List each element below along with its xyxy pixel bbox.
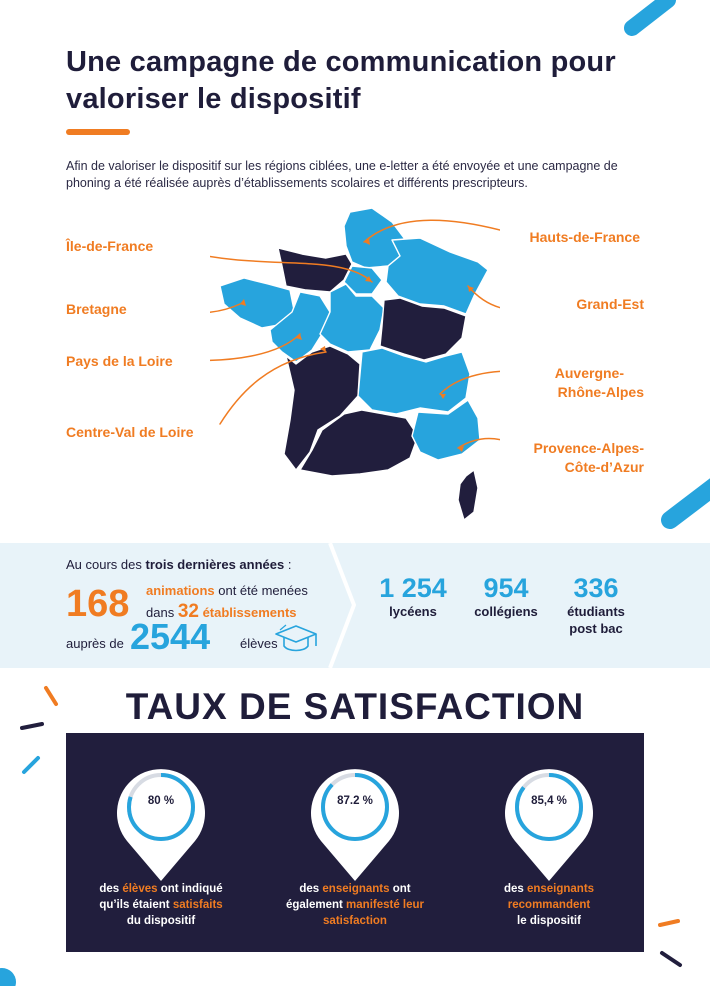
etudiants-label-line2: post bac <box>569 621 623 636</box>
animations-count: 168 <box>66 583 130 625</box>
label-grand-est: Grand-Est <box>576 296 644 312</box>
etudiants-label-line1: étudiants <box>567 604 625 619</box>
band-divider-chevron <box>328 543 358 668</box>
label-paca-line2: Côte-d’Azur <box>564 459 644 475</box>
france-regions-map <box>210 200 500 530</box>
caption-enseignants-2: des enseignants recommandent le dispositif <box>503 883 595 927</box>
etudiants-count: 336 <box>573 573 619 603</box>
label-hauts-de-france: Hauts-de-France <box>529 229 640 245</box>
aupres-de-text: auprès de <box>66 636 124 651</box>
satisfaction-pin-enseignants-1 <box>307 765 403 883</box>
caption-eleves: des élèves ont indiqué qu’ils étaient satisfaits du dispositif <box>99 883 223 927</box>
colleges-count: 954 <box>483 573 529 603</box>
right-mid-decoration <box>650 460 710 550</box>
caption-enseignants-1: des enseignants ont également manifesté leur satisfaction <box>285 883 425 927</box>
graduation-cap-icon <box>272 622 318 656</box>
gauge-value-enseignants-2: 85,4 % <box>531 795 567 807</box>
region-hauts-de-france <box>344 208 404 268</box>
label-auvergne-line1: Auvergne- <box>554 365 624 381</box>
lycees-label: lycéens <box>389 604 437 619</box>
label-bretagne: Bretagne <box>66 301 127 317</box>
animations-line: animations ont été menées <box>146 583 308 598</box>
lycees-count: 1 254 <box>379 573 447 603</box>
satisfaction-pin-enseignants-2 <box>501 765 597 883</box>
title-underline <box>66 129 130 135</box>
bottom-right-confetti-decoration <box>640 905 710 986</box>
eleves-count: 2544 <box>130 616 211 657</box>
gauge-enseignants-1 <box>307 765 403 883</box>
region-centre-val-de-loire <box>320 284 384 352</box>
region-normandie <box>278 248 352 292</box>
gauge-value-eleves: 80 % <box>147 795 175 807</box>
bottom-left-decoration <box>0 960 30 986</box>
region-auvergne-rhone-alpes <box>358 348 470 414</box>
etablissements-line: dans 32 établissements <box>146 601 297 622</box>
label-centre-val-de-loire: Centre-Val de Loire <box>66 424 194 440</box>
page-title: Une campagne de communication pour valoriser le dispositif <box>66 46 616 115</box>
eleves-label: élèves <box>240 636 278 651</box>
stats-intro: Au cours des trois dernières années : <box>66 557 292 572</box>
label-paca-line1: Provence-Alpes- <box>533 440 644 456</box>
satisfaction-panel <box>66 733 644 952</box>
satisfaction-pin-eleves <box>113 765 209 883</box>
region-corse <box>458 470 478 520</box>
gauge-value-enseignants-1: 87.2 % <box>337 795 373 807</box>
label-pays-de-la-loire: Pays de la Loire <box>66 353 173 369</box>
gauge-enseignants-2 <box>501 765 597 883</box>
label-auvergne-line2: Rhône-Alpes <box>557 384 644 400</box>
left-confetti-decoration <box>0 680 70 790</box>
satisfaction-title: TAUX DE SATISFACTION <box>125 686 585 727</box>
colleges-label: collégiens <box>474 604 538 619</box>
intro-paragraph: Afin de valoriser le dispositif sur les régions ciblées, une e-letter a été envoyée et une campagne de phoning a été réalisée auprès d’établissements scolaires et différents prescripteurs. <box>66 159 618 190</box>
gauge-eleves <box>113 765 209 883</box>
label-ile-de-france: Île-de-France <box>66 238 154 254</box>
